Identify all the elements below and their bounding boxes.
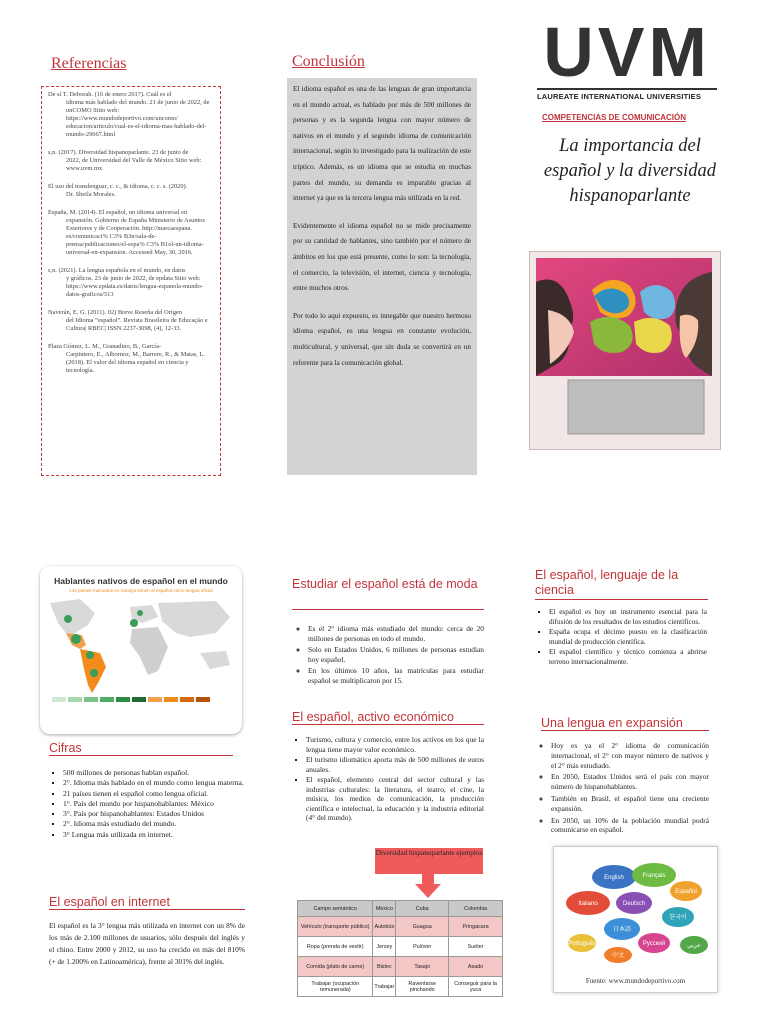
reference-first-line: El uso del translenguar, c. c., & idioma, c. c. s. (2020). xyxy=(48,183,188,190)
reference-item xyxy=(48,343,212,375)
expansion-item: ◦ En 2050, un 10% de la población mundial podrá comunicarse en español. xyxy=(551,816,709,836)
uvm-logo xyxy=(537,13,717,101)
cifras-list xyxy=(49,768,245,839)
table-cell: Autobús xyxy=(373,917,396,937)
internet-title: El español en internet xyxy=(49,895,245,910)
diversidad-table xyxy=(297,900,503,997)
ciencia-list xyxy=(535,608,707,668)
reference-first-line: s,n. (2017). Diversidad hispanoparlante. 23 de junio de xyxy=(48,149,189,156)
table-cell: Jersey xyxy=(373,937,396,957)
table-cell: Raventarse pinchando xyxy=(396,977,449,997)
table-cell: Tasajo xyxy=(396,957,449,977)
table-cell: Bistec xyxy=(373,957,396,977)
language-bubble-label: Русский xyxy=(642,941,666,947)
language-bubble-label: Español xyxy=(675,889,697,895)
table-row xyxy=(298,977,503,997)
moda-item: ◦ Solo en Estados Unidos, 6 millones de personas estudian hoy español. xyxy=(308,645,484,664)
cifras-item: ▪ 1°. País del mundo por hispanohablantes: México xyxy=(63,799,245,808)
cover-subject: COMPETENCIAS DE COMUNICACIÓN xyxy=(542,113,687,122)
cifras-item: ▪ 2°. Idioma más hablado en el mundo como lengua materna. xyxy=(63,778,245,787)
cover-image xyxy=(529,251,721,450)
table-cell: Guagua xyxy=(396,917,449,937)
cifras-title: Cifras xyxy=(49,741,233,756)
table-cell: Trabajar (ocupación remunerada) xyxy=(298,977,373,997)
expansion-item: ◦ También en Brasil, el español tiene una creciente expansión. xyxy=(551,794,709,814)
expansion-list-container xyxy=(535,741,709,837)
table-header-cell: México xyxy=(373,901,396,917)
reference-first-line: España, M. (2014). El español, un idioma universal en xyxy=(48,209,188,216)
language-bubble-label: 中文 xyxy=(611,953,625,959)
moda-item: ◦ Es el 2° idioma más estudiado del mundo: cerca de 20 millones de personas en todo el mundo. xyxy=(308,624,484,643)
table-header-cell: Campo semántico xyxy=(298,901,373,917)
table-cell: Vehículo (transporte público) xyxy=(298,917,373,937)
reference-item xyxy=(48,149,212,173)
moda-item: ◦ En los últimos 10 años, las matrículas para estudiar español se multiplicaron por 15. xyxy=(308,666,484,685)
economico-item: ▪ El turismo idiomático aporta más de 500 millones de euros anuales. xyxy=(306,755,484,774)
table-header-cell: Cuba xyxy=(396,901,449,917)
ciencia-rule xyxy=(535,599,708,600)
table-cell: Conseguir para la yuca xyxy=(449,977,503,997)
cifras-item: ▪ 3°. País por hispanohablantes: Estados Unidos xyxy=(63,809,245,818)
conclusion-box xyxy=(287,78,477,475)
languages-image xyxy=(553,846,718,993)
ciencia-list-container xyxy=(535,608,707,669)
cifras-item: ▪ 500 millones de personas hablan español. xyxy=(63,768,245,777)
reference-continuation: idioma más hablado del mundo. 21 de junio de 2022, de unCOMO Sitio web: https://www.mundodeportivo.com/uncomo/ educacion/articulo/cual-es-el-idioma-mas-hablado-del-mundo-29667.html xyxy=(66,99,210,138)
conclusion-paragraph-3: Por todo lo aquí expuesto, es innegable que nuestro hermoso idioma español, es una lengua en constante evolución, multicultural, y universal, que sin duda se convertirá en un referente para la comunicación global. xyxy=(293,311,471,367)
moda-list-container xyxy=(292,624,484,687)
reference-first-line: Plaza Gómez, L. M., Granadino, B., García- xyxy=(48,343,162,350)
reference-continuation: Dr. Sheila Morales. xyxy=(66,191,116,198)
reference-item xyxy=(48,209,212,257)
ciencia-item: ▪ España ocupa el décimo puesto en la clasificación mundial de producción científica. xyxy=(549,628,707,647)
reference-continuation: expansión. Gobierno de España Ministerio de Asuntos Exteriores y de Cooperación. http://marcaespana. es/comunicaci% C3% B3n/sala-de-prensa/publicaciones/el-espa% C3% B1ol-un-idioma-universal-en-expansion. Accessed May, 30, 2016. xyxy=(66,217,205,256)
reference-item xyxy=(48,91,212,139)
economico-item: ▪ El español, elemento central del sector cultural y las industrias culturales: la literatura, el teatro, el cine, la música, los medios de comunicación, la producción científica e intelectual, la educación y la industria editorial (4° del mundo). xyxy=(306,775,484,823)
speakers-illustration xyxy=(530,252,720,449)
table-cell: Pulóver xyxy=(396,937,449,957)
reference-item xyxy=(48,183,212,199)
table-cell: Suéter xyxy=(449,937,503,957)
economico-title: El español, activo económico xyxy=(292,710,484,725)
conclusion-paragraph-2: Evidentemente el idioma español no se mide precisamente por su cantidad de hablantes, sino también por el número de ámbitos en los que está presente, como lo son: la tecnología, el comercio, la televisión, el internet, ciencia y tecnología, entre muchos otros. xyxy=(293,221,471,293)
reference-continuation: Carpintero, E., Albornoz, M., Barrere, R., & Matas, L. (2018). El valor del idioma español en ciencia y tecnología. xyxy=(66,351,205,374)
reference-first-line: s,n. (2021). La lengua española en el mundo, en datos xyxy=(48,267,186,274)
moda-title: Estudiar el español está de moda xyxy=(292,577,478,591)
table-header-cell: Colombia xyxy=(449,901,503,917)
map-title: Hablantes nativos de español en el mundo xyxy=(54,576,228,586)
ciencia-item: ▪ El español científico y técnico comienza a abrirse terreno internacionalmente. xyxy=(549,648,707,667)
table-row xyxy=(298,917,503,937)
table-cell: Ropa (prenda de vestir) xyxy=(298,937,373,957)
down-arrow-icon xyxy=(415,874,441,898)
cifras-item: ▪ 21 países tienen el español como lengua oficial. xyxy=(63,789,245,798)
cover-title: La importancia del español y la diversidad hispanoparlante xyxy=(543,136,717,206)
conclusion-title: Conclusión xyxy=(292,53,365,70)
expansion-item: ◦ Hoy es ya el 2° idioma de comunicación internacional, el 2° con mayor número de nativos y el 2° más estudiado. xyxy=(551,741,709,770)
table-cell: Trabajar xyxy=(373,977,396,997)
internet-text: El español es la 3° lengua más utilizada en internet con un 8% de los más de 2.100 millones de usuarios, sólo después del inglés y el chino. Entre 2000 y 2012, su uso ha crecido en más del 810% (+ de 1.200% en Latinoamérica), frente al 301% del inglés. xyxy=(49,921,245,966)
language-bubble-label: Português xyxy=(568,941,596,947)
languages-source: Fuente: www.mundodeportivo.com xyxy=(585,977,686,985)
language-bubble-label: Deutsch xyxy=(622,901,646,907)
ciencia-item: ▪ El español es hoy un instrumento esencial para la difusión de los resultados de los estudios científicos. xyxy=(549,608,707,627)
diversidad-callout: Diversidad hispanoparlante ejemplos xyxy=(375,848,483,874)
table-header-row xyxy=(298,901,503,917)
map-infographic xyxy=(40,566,242,734)
reference-continuation: del Idioma “español”. Revista Brasileira de Educação e Cultura| RBEC| ISSN 2237-3098, (4), 12-33. xyxy=(66,317,208,332)
table-cell: Comida (plato de carne) xyxy=(298,957,373,977)
language-bubble-label: Italiano xyxy=(578,901,598,907)
map-subtitle: Los países marcados en naranja tienen al español como lengua oficial xyxy=(69,588,213,593)
reference-continuation: 2022, de Universidad del Valle de México Sitio web: www.uvm.mx xyxy=(66,157,202,172)
logo-subtitle: LAUREATE INTERNATIONAL UNIVERSITIES xyxy=(537,92,702,101)
logo-text: UVM xyxy=(543,13,711,91)
table-body xyxy=(298,917,503,997)
cifras-item: ▪ 3° Lengua más utilizada en internet. xyxy=(63,830,245,839)
references-box xyxy=(41,86,221,476)
expansion-title: Una lengua en expansión xyxy=(541,716,709,731)
language-bubble-label: 한국어 xyxy=(669,915,687,921)
ciencia-title: El español, lenguaje de la ciencia xyxy=(535,568,679,597)
conclusion-paragraph-1: El idioma español es una de las lenguas de gran importancia en el mundo actual, es hablado por más de 500 millones de personas y es la segunda lengua con mayor número de nativos en el mundo y el segundo idioma de comunicación internacional, según lo investigado para la realización de este tríptico. Además, es un idioma que se estudia en muchas partes del mundo, su demanda es imparable gracias al internet ya que es la tercera lengua más utilizada en la red. xyxy=(293,85,471,203)
reference-item xyxy=(48,309,212,333)
expansion-list xyxy=(535,741,709,835)
table-row xyxy=(298,937,503,957)
language-bubble-label: English xyxy=(604,875,624,881)
reference-first-line: De sí T. Deborah. (16 de enero 2017). Cuál es el xyxy=(48,91,172,98)
expansion-item: ◦ En 2050, Estados Unidos será el país con mayor número de hispanohablantes. xyxy=(551,772,709,792)
moda-list xyxy=(292,624,484,685)
references-list xyxy=(42,87,220,375)
reference-first-line: Naverán, E. G. (2011). 02) Breve Reseña del Origen xyxy=(48,309,182,316)
moda-rule xyxy=(292,609,484,610)
language-bubble-label: 日本語 xyxy=(612,927,632,933)
language-bubbles-illustration xyxy=(554,847,717,972)
cifras-list-container xyxy=(49,768,245,840)
world-map xyxy=(40,593,242,723)
economico-list-container xyxy=(292,735,484,824)
table-cell: Asado xyxy=(449,957,503,977)
reference-continuation: y gráficos. 23 de junio de 2022, de epdata Sitio web: https://www.epdata.es/datos/lengua-espanola-mundo-datos-graficos/513 xyxy=(66,275,203,298)
language-bubble-label: عربي xyxy=(687,943,701,949)
cifras-item: ▪ 2°. Idioma más estudiado del mundo. xyxy=(63,819,245,828)
references-title: Referencias xyxy=(51,55,127,72)
economico-list xyxy=(292,735,484,823)
language-bubble-label: Français xyxy=(642,873,666,879)
economico-item: ▪ Turismo, cultura y comercio, entre los activos en los que la lengua tiene mayor valor económico. xyxy=(306,735,484,754)
reference-item xyxy=(48,267,212,299)
table-cell: Pringacara xyxy=(449,917,503,937)
table-row xyxy=(298,957,503,977)
